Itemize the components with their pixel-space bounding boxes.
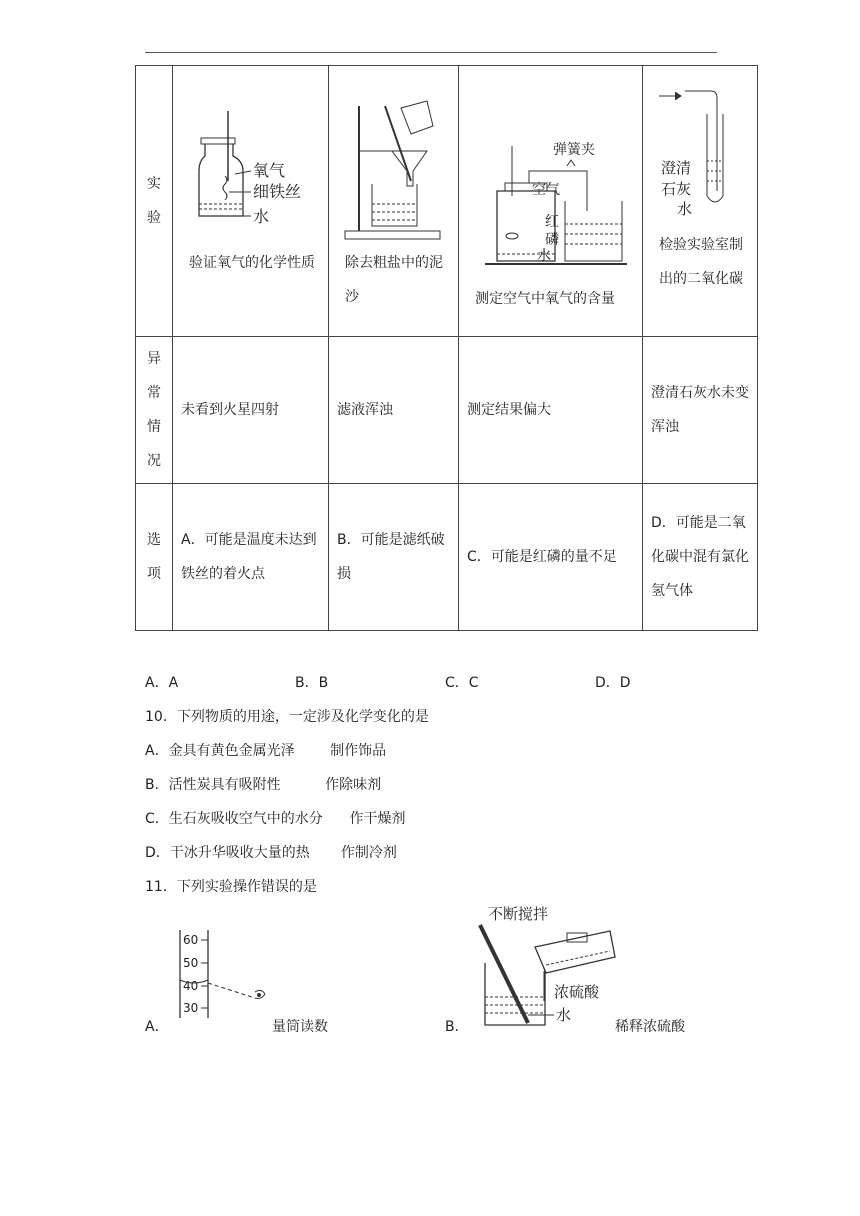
label-phosphorus: 磷 <box>545 232 559 248</box>
label-conc-acid: 浓硫酸 <box>554 983 600 1001</box>
q9-choice-c[interactable]: C．C <box>445 675 479 691</box>
anomaly-4: 澄清石灰水未变浑浊 <box>643 337 758 484</box>
option-c: C．可能是红磷的量不足 <box>459 484 643 631</box>
graduated-cylinder-figure <box>175 928 275 1023</box>
row-header-anomaly: 异常情况 <box>136 337 173 484</box>
q9-choice-a[interactable]: A．A <box>145 675 179 691</box>
dilute-acid-figure <box>470 905 620 1030</box>
label-stir: 不断搅拌 <box>488 905 549 923</box>
anomaly-1: 未看到火星四射 <box>173 337 329 484</box>
q9-choice-d[interactable]: D．D <box>595 675 631 691</box>
label-air: 空气 <box>532 182 560 198</box>
anomaly-3: 测定结果偏大 <box>459 337 643 484</box>
experiment-table <box>135 65 758 631</box>
q11-option-b-letter[interactable]: B． <box>445 1019 469 1035</box>
experiment-cell-3 <box>459 66 643 337</box>
q11-option-a-letter[interactable]: A． <box>145 1019 169 1035</box>
label-clear: 澄清 <box>661 159 692 177</box>
label-red: 红 <box>545 214 559 230</box>
row-header-option: 选项 <box>136 484 173 631</box>
q11-option-a-caption: 量筒读数 <box>272 1019 328 1035</box>
q10-option-a[interactable]: A．金具有黄色金属光泽 制作饰品 <box>145 743 387 759</box>
q11-stem: 11．下列实验操作错误的是 <box>145 879 317 895</box>
q10-stem: 10．下列物质的用途，一定涉及化学变化的是 <box>145 709 429 725</box>
svg-text:40: 40 <box>183 979 199 993</box>
table-row-experiment <box>136 66 758 337</box>
table-row-anomaly <box>136 337 758 484</box>
caption: 检验实验室制出的二氧化碳 <box>659 237 743 287</box>
svg-text:60: 60 <box>183 933 199 947</box>
svg-text:50: 50 <box>183 956 199 970</box>
caption: 测定空气中氧气的含量 <box>475 291 615 307</box>
q9-choice-b[interactable]: B．B <box>295 675 329 691</box>
q10-option-d[interactable]: D．干冰升华吸收大量的热 作制冷剂 <box>145 845 397 861</box>
label-water: 水 <box>253 207 270 226</box>
label-water: 水 <box>556 1006 572 1024</box>
q10-option-c[interactable]: C．生石灰吸收空气中的水分 作干燥剂 <box>145 811 406 827</box>
option-b: B．可能是滤纸破损 <box>329 484 459 631</box>
label-water: 水 <box>677 200 693 218</box>
caption: 验证氧气的化学性质 <box>189 255 315 271</box>
caption: 除去粗盐中的泥沙 <box>345 255 443 305</box>
q11-option-b-caption: 稀释浓硫酸 <box>615 1019 685 1035</box>
header-rule <box>145 52 717 53</box>
row-header-experiment: 实验 <box>136 66 173 337</box>
oxygen-iron-apparatus <box>181 66 328 336</box>
experiment-cell-2 <box>329 66 459 337</box>
label-water: 水 <box>537 248 551 264</box>
svg-text:30: 30 <box>183 1001 199 1015</box>
q10-option-b[interactable]: B．活性炭具有吸附性 作除味剂 <box>145 777 382 793</box>
label-oxygen: 氧气 <box>253 161 286 180</box>
label-lime: 石灰 <box>661 180 692 198</box>
option-d: D．可能是二氧化碳中混有氯化氢气体 <box>643 484 758 631</box>
label-spring-clip: 弹簧夹 <box>553 142 595 158</box>
label-iron-wire: 细铁丝 <box>253 182 302 201</box>
experiment-cell-1 <box>173 66 329 337</box>
experiment-cell-4 <box>643 66 758 337</box>
table-row-option <box>136 484 758 631</box>
option-a: A．可能是温度未达到铁丝的着火点 <box>173 484 329 631</box>
anomaly-2: 滤液浑浊 <box>329 337 459 484</box>
